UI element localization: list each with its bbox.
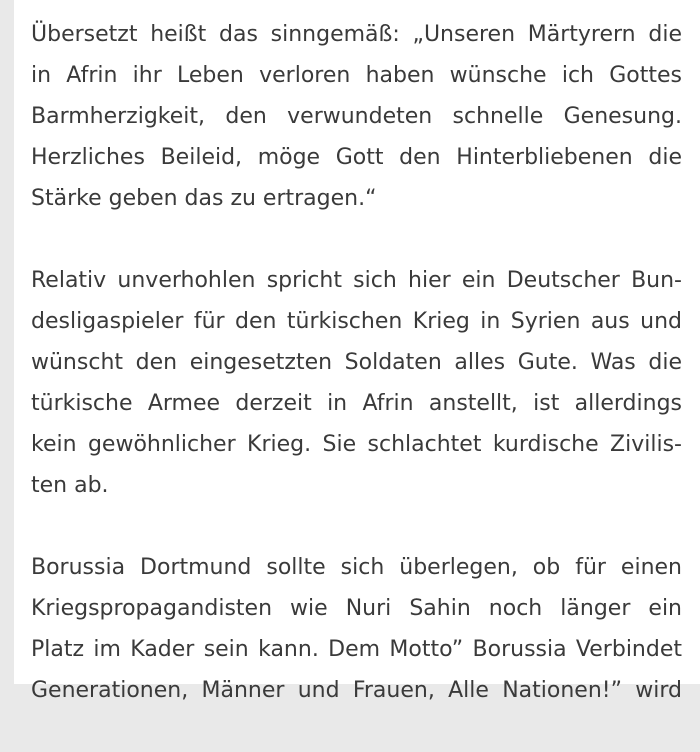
text-line: desligaspieler für den türkischen Krieg in Syrien aus und xyxy=(31,309,682,334)
text-line: Übersetzt heißt das sinngemäß: „Unseren Märtyrern die xyxy=(31,22,682,47)
text-line: in Afrin ihr Leben verloren haben wünsche ich Gottes xyxy=(31,63,682,88)
article-paragraph-2 xyxy=(31,260,682,506)
article-page xyxy=(14,0,700,703)
article-paragraph-1 xyxy=(31,14,682,219)
text-line: Herzliches Beileid, möge Gott den Hinterbliebenen die xyxy=(31,145,682,170)
article-body xyxy=(31,14,682,752)
text-line: Stärke geben das zu ertragen.“ xyxy=(31,186,377,211)
text-line: Borussia Dortmund sollte sich überlegen, ob für einen xyxy=(31,555,682,580)
text-line: türkische Armee derzeit in Afrin anstellt, ist allerdings xyxy=(31,391,682,416)
text-line: kein gewöhnlicher Krieg. Sie schlachtet kurdische Zivilis- xyxy=(31,432,682,457)
text-line: Relativ unverhohlen spricht sich hier ein Deutscher Bun- xyxy=(31,268,682,293)
text-line: wünscht den eingesetzten Soldaten alles Gute. Was die xyxy=(31,350,682,375)
text-line: Generationen, Männer und Frauen, Alle Nationen!” wird xyxy=(31,678,682,703)
text-line: Platz im Kader sein kann. Dem Motto” Borussia Verbindet xyxy=(31,637,682,662)
text-line: Kriegspropagandisten wie Nuri Sahin noch länger ein xyxy=(31,596,682,621)
text-line: ten ab. xyxy=(31,473,109,498)
text-line: Barmherzigkeit, den verwundeten schnelle Genesung. xyxy=(31,104,682,129)
article-paragraph-3 xyxy=(31,547,682,711)
